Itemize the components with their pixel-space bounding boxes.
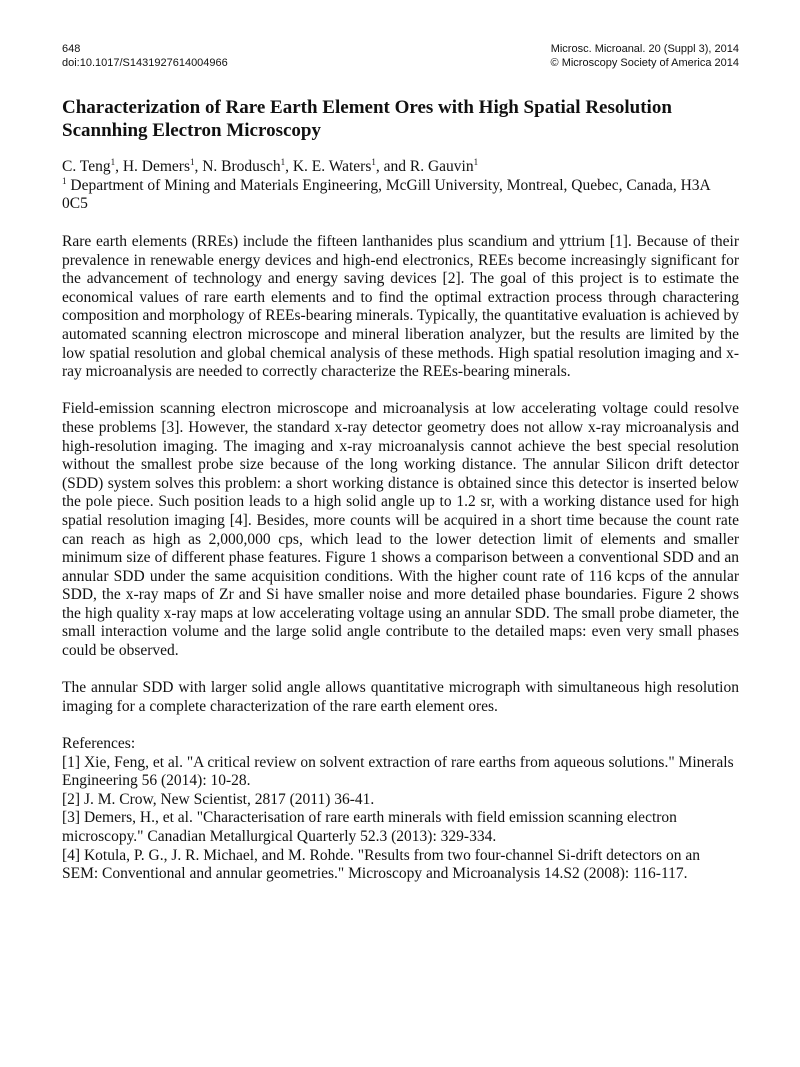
- references-heading: References:: [62, 735, 136, 753]
- paragraph: Field-emission scanning electron microscope and microanalysis at low accelerating voltage could resolve these problems [3]. However, the standard x-ray detector geometry does not allow x-ray microanalysis and high-resolution imaging. The imaging and x-ray microanalysis cannot achieve the best special resolution without the smallest probe size because of the long working distance. The annular Silicon drift detector (SDD) system solves this problem: a short working distance is obtained since this detector is inserted below the pole piece. Such position leads to a high solid angle up to 1.2 sr, with a working distance used for high spatial resolution imaging [4]. Besides, more counts will be acquired in a short time because the count rate can reach as high as 2,000,000 cps, which lead to the lower detection limit of elements and smaller minimum size of different phase features. Figure 1 shows a comparison between a conventional SDD and an annular SDD under the same acquisition conditions. With the higher count rate of 116 kcps of the annular SDD, the x-ray maps of Zr and Si have smaller noise and more detailed phase boundaries. Figure 2 shows the high quality x-ray maps at low accelerating voltage using an annular SDD. The small probe diameter, the small interaction volume and the large solid angle contribute to the detailed maps: even very small phases could be observed.: [62, 400, 739, 660]
- header-left: [62, 42, 228, 70]
- paper-title: Characterization of Rare Earth Element Ores with High Spatial Resolution Scannhing Electron Microscopy: [62, 97, 672, 141]
- author: R. Gauvin$^1$: [409, 156, 479, 175]
- paragraph: The annular SDD with larger solid angle allows quantitative micrograph with simultaneous high resolution imaging for a complete characterization of the rare earth element ores.: [62, 679, 739, 715]
- author-list: [62, 158, 752, 177]
- reference-item: [3] Demers, H., et al. "Characterisation of rare earth minerals with field emission scanning electron microscopy." Canadian Metallurgical Quarterly 52.3 (2013): 329-334.: [62, 809, 677, 845]
- paper-body: [62, 233, 739, 884]
- author-block: [62, 158, 752, 214]
- author: K. E. Waters$^1$, and: [292, 156, 410, 175]
- header-right: [551, 42, 739, 70]
- journal-citation: Microsc. Microanal. 20 (Suppl 3), 2014: [550, 43, 739, 55]
- page-number: 648: [62, 43, 81, 55]
- paragraph: Rare earth elements (RREs) include the fifteen lanthanides plus scandium and yttrium [1]. Because of their prevalence in renewable energy devices and high-end electronics, REEs become increasingly significant for the advancement of technology and energy saving devices [2]. The goal of this project is to estimate the economical values of rare earth elements and to find the optimal extraction process through charactering composition and morphology of REEs-bearing minerals. Typically, the quantitative evaluation is achieved by automated scanning electron microscope and mineral liberation analyzer, but the results are limited by the low spatial resolution and global chemical analysis of these methods. High spatial resolution imaging and x-ray microanalysis are needed to correctly characterize the REEs-bearing minerals.: [62, 233, 739, 381]
- author: H. Demers$^1$,: [122, 156, 203, 175]
- copyright: © Microscopy Society of America 2014: [550, 57, 739, 69]
- reference-item: [1] Xie, Feng, et al. "A critical review on solvent extraction of rare earths from aqueous solutions." Minerals Engineering 56 (2014): 10-28.: [62, 753, 734, 790]
- reference-item: [4] Kotula, P. G., J. R. Michael, and M. Rohde. "Results from two four-channel Si-drift detectors on an SEM: Conventional and annular geometries." Microscopy and Microanalysis 14.S2 (2008): 116-117.: [62, 846, 700, 883]
- author: C. Teng$^1$,: [62, 156, 123, 175]
- reference-item: [2] J. M. Crow, New Scientist, 2817 (2011) 36-41.: [62, 790, 375, 808]
- doi: doi:10.1017/S1431927614004966: [62, 57, 228, 69]
- affiliation: $^1$ Department of Mining and Materials Engineering, McGill University, Montreal, Quebec, Canada, H3A 0C5: [62, 175, 710, 213]
- references: [62, 735, 739, 884]
- author: N. Brodusch$^1$,: [202, 156, 293, 175]
